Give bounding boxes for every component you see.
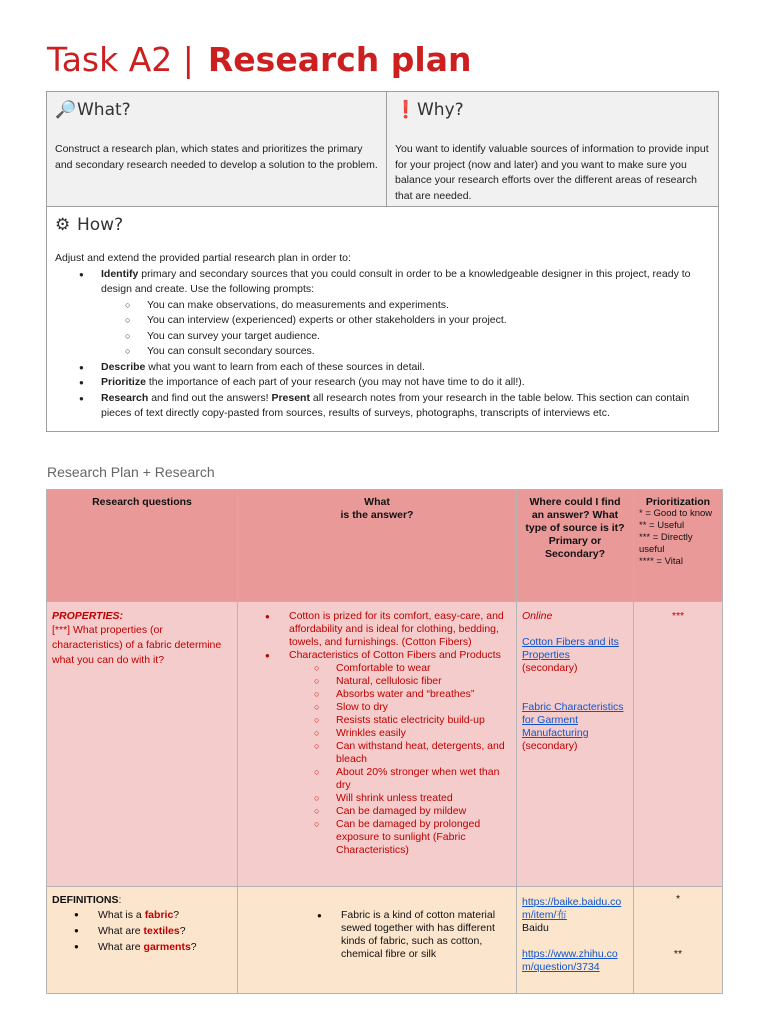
list-item: ○ Can be damaged by mildew [336,805,511,818]
definitions-label: DEFINITIONS [52,894,119,906]
properties-answer-cell [238,602,517,887]
properties-question-cell [47,602,238,887]
list-item [101,267,710,360]
title-main: Research plan [207,40,472,79]
source-type: Online [522,610,553,622]
list-item: ○ Can withstand heat, detergents, and bleach [336,740,511,766]
characteristics-title: Characteristics of Cotton Fibers and Products [289,649,501,661]
present-bold: Present [271,391,310,404]
q3-key: garments [143,941,191,953]
header-answer-line2: is the answer? [340,509,414,521]
list-item: ○ Absorbs water and “breathes” [336,688,511,701]
header-prioritization [634,490,723,602]
header-source: Where could I find an answer? What type of source is it? Primary or Secondary? [517,490,634,602]
q3-pre: What are [98,941,144,953]
properties-priority-cell: *** [634,602,723,887]
q2-key: textiles [143,925,180,937]
prio-level-2: ** = Useful [639,520,685,531]
list-item: ○ Can be damaged by prolonged exposure to sunlight (Fabric Characteristics) [336,818,511,857]
prio-title: Prioritization [645,496,711,508]
research-text: and find out the answers! [148,391,272,404]
definitions-colon: : [118,894,122,906]
zhihu-link[interactable]: https://www.zhihu.com/question/3734 [522,948,618,973]
properties-label: PROPERTIES: [52,610,123,622]
definitions-answer-list [243,909,511,961]
definitions-question-list [52,907,232,955]
title-prefix: Task A2 | [47,40,194,79]
header-questions: Research questions [47,490,238,602]
table-row [47,602,723,887]
prioritize-text: the importance of each part of your research (you may not have time to do it all!). [145,376,525,388]
why-text: You want to identify valuable sources of information to provide input for your project (now and later) and you want to make sure you balance your research efforts over the different areas of research that are needed. [395,143,709,202]
list-item: ○ About 20% stronger when wet than dry [336,766,511,792]
list-item [101,391,710,422]
how-body [55,251,710,422]
page-title [47,40,472,79]
cotton-fibers-link[interactable]: Cotton Fibers and its Properties [522,636,619,661]
exclamation-icon: ❗ [395,100,417,120]
table-header-row [47,490,723,602]
prio-level-1: * = Good to know [639,508,713,519]
prompt-list [101,298,710,360]
characteristics-list [289,662,511,857]
research-bold: Research [101,391,149,404]
list-item: ○ Slow to dry [336,701,511,714]
list-item: ● Fabric is a kind of cotton material sewed together with has different kinds of fabric, such as cotton, chemical fibre or silk [341,909,511,961]
list-item: ○ You can interview (experienced) experts or other stakeholders in your project. [147,313,710,329]
list-item [98,939,232,955]
list-item: ○ Natural, cellulosic fiber [336,675,511,688]
properties-question: [***] What properties (or characteristics) of a fabric determine what you can do with it? [52,624,222,666]
list-item [98,923,232,939]
properties-answer-list [243,610,511,857]
list-item [289,649,511,857]
definitions-priority-cell [634,887,723,994]
what-heading-text: What? [77,100,131,120]
table-row [47,887,723,994]
how-heading-text: How? [77,215,124,235]
prioritize-bold: Prioritize [101,376,146,388]
section-title: Research Plan + Research [47,464,215,480]
why-heading-text: Why? [417,100,464,120]
what-heading [55,100,378,120]
why-cell [387,92,718,207]
link2-note: (secondary) [522,740,578,752]
how-cell [47,207,718,431]
list-item: ○ You can make observations, do measurements and experiments. [147,298,710,314]
definitions-source-cell [517,887,634,994]
baidu-link[interactable]: https://baike.baidu.com/item/布 [522,896,622,921]
q2-post: ? [179,925,186,937]
describe-text: what you want to learn from each of these sources in detail. [145,360,425,373]
baidu-source: Baidu [522,922,549,934]
how-heading [55,215,710,235]
list-item [101,360,710,376]
list-item: ○ You can survey your target audience. [147,329,710,345]
list-item: ○ Will shrink unless treated [336,792,511,805]
definitions-answer-cell [238,887,517,994]
q1-key: fabric [144,909,174,921]
gear-icon: ⚙ [55,215,71,235]
list-item: ● Cotton is prized for its comfort, easy-care, and affordability and is ideal for clothing, bedding, towels, and furnishings. (Cotton Fibers) [289,610,511,649]
why-heading [395,100,710,120]
q3-post: ? [190,941,197,953]
properties-source-cell [517,602,634,887]
what-cell [47,92,387,207]
list-item: ○ Comfortable to wear [336,662,511,675]
fabric-characteristics-link[interactable]: Fabric Characteristics for Garment Manufacturing [522,701,624,739]
prio-level-4: **** = Vital [639,556,683,567]
what-text: Construct a research plan, which states and prioritizes the primary and secondary research needed to develop a solution to the problem. [55,143,378,171]
how-intro: Adjust and extend the provided partial research plan in order to: [55,252,351,264]
list-item: ○ You can consult secondary sources. [147,344,710,360]
header-answer-line1: What [364,496,390,508]
prio-level-3: *** = Directly useful [639,532,693,555]
how-list [55,267,710,422]
link1-note: (secondary) [522,662,578,674]
list-item: ○ Wrinkles easily [336,727,511,740]
list-item [101,375,710,391]
present-text: all research notes from your research in the table below. This section can contain pieces of text directly copy-pasted from sources, results of surveys, photographs, transcripts of interviews etc. [101,391,690,419]
definitions-label-line [52,894,232,907]
list-item [98,907,232,923]
header-answer [238,490,517,602]
magnifier-icon: 🔎 [55,100,77,120]
research-table [46,489,723,994]
q1-pre: What is a [98,909,145,921]
identify-text: primary and secondary sources that you could consult in order to be a knowledgeable designer in this project, ready to design and create. Use the following prompts: [101,267,691,295]
describe-bold: Describe [101,360,146,373]
priority-2: ** [673,948,683,960]
priority-1: * [675,893,681,905]
identify-bold: Identify [101,267,139,280]
list-item: ○ Resists static electricity build-up [336,714,511,727]
q2-pre: What are [98,925,144,937]
definitions-question-cell [47,887,238,994]
q1-post: ? [173,909,180,921]
task-description-box [46,91,719,432]
